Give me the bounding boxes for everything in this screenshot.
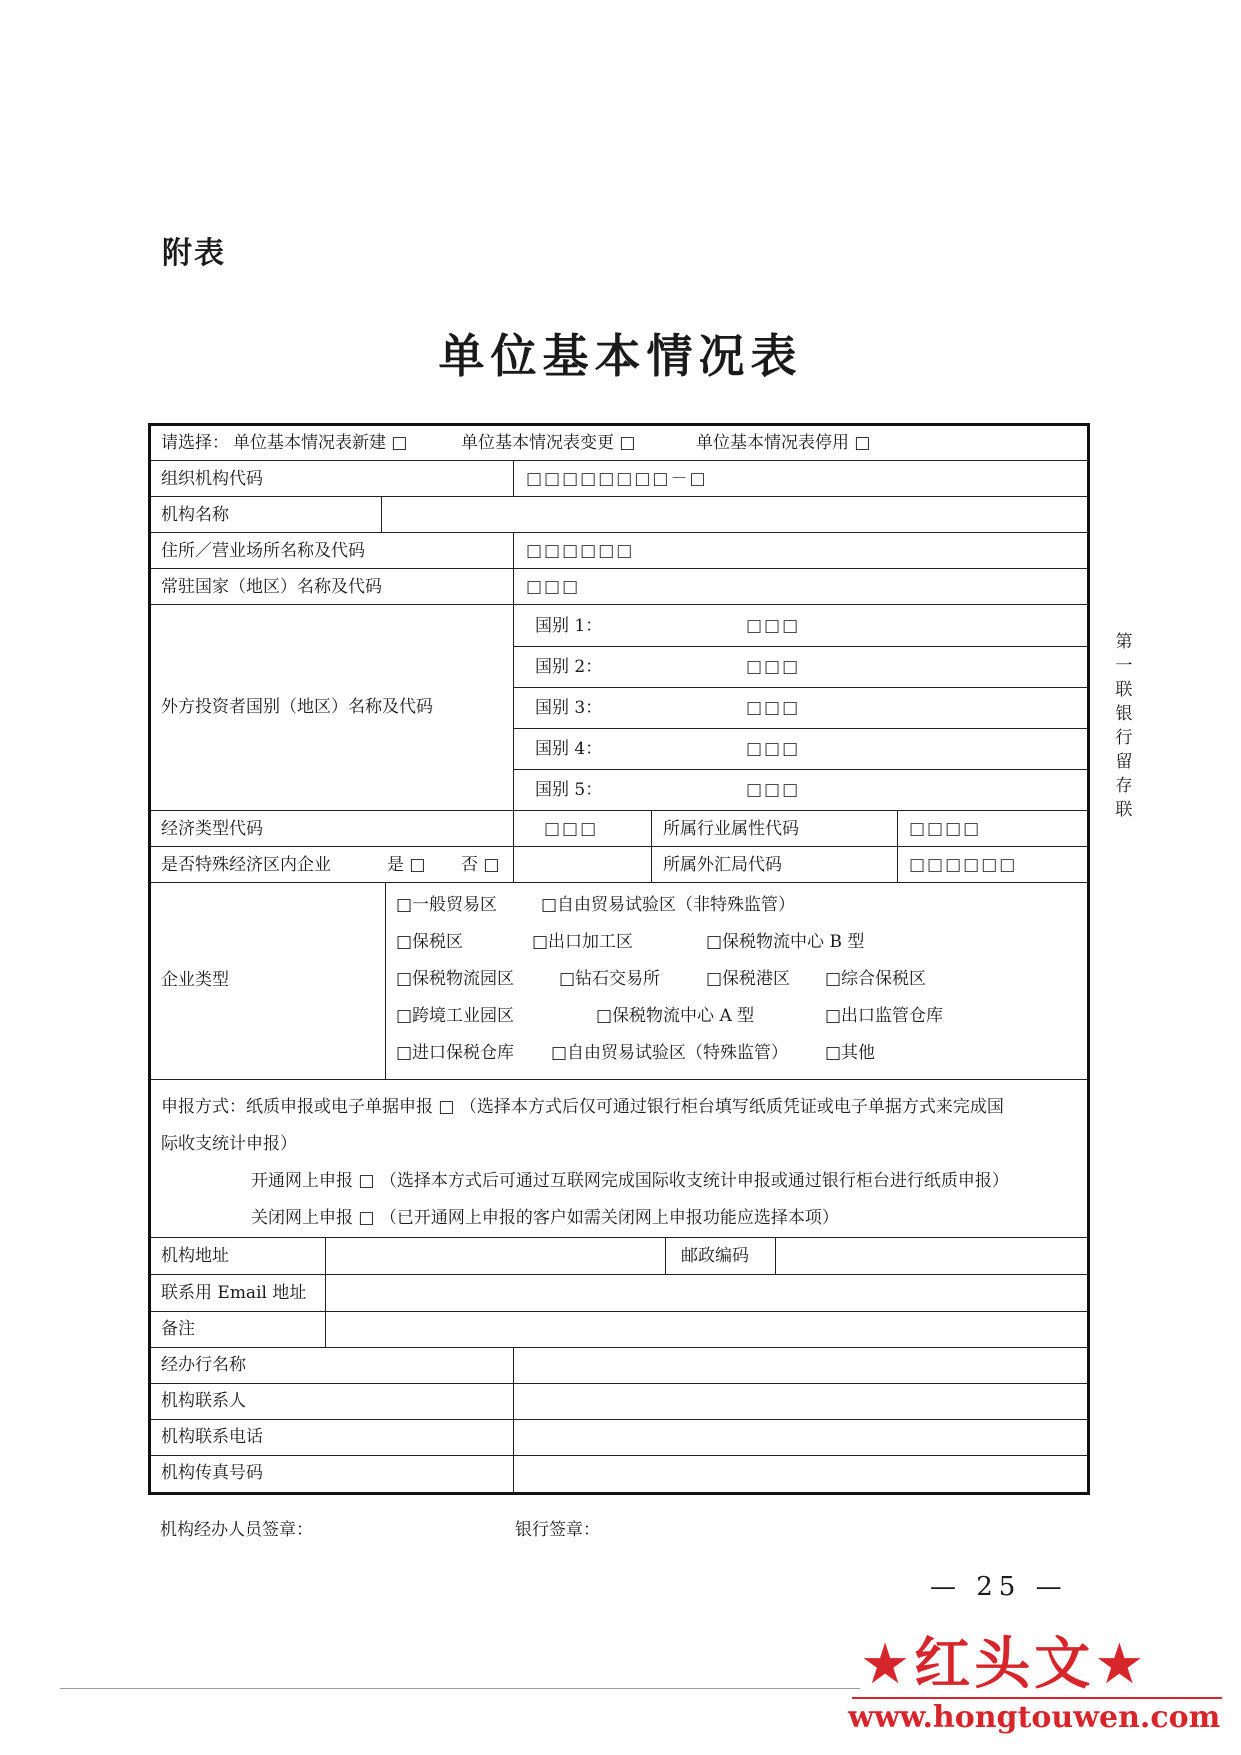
org-code-boxes[interactable]: □□□□□□□□－□ <box>526 469 708 489</box>
economic-type-boxes[interactable]: □□□ <box>544 819 599 839</box>
country-code-label: 常驻国家（地区）名称及代码 <box>161 577 382 597</box>
postal-code-label: 邮政编码 <box>681 1246 749 1266</box>
industry-code-boxes[interactable]: □□□□ <box>909 819 982 839</box>
option-bonded-logistics-a[interactable]: □保税物流中心 A 型 <box>596 1006 755 1026</box>
org-code-label: 组织机构代码 <box>161 469 263 489</box>
option-general-trade-zone[interactable]: □一般贸易区 <box>396 895 498 915</box>
fax-number-label: 机构传真号码 <box>161 1463 263 1483</box>
investor-country-2-boxes[interactable]: □□□ <box>746 657 801 677</box>
document-title: 单位基本情况表 <box>438 329 803 383</box>
org-name-label: 机构名称 <box>161 505 229 525</box>
investor-country-1-label: 国别 1： <box>535 616 603 636</box>
investor-country-3-boxes[interactable]: □□□ <box>746 698 801 718</box>
email-label: 联系用 Email 地址 <box>161 1283 307 1303</box>
option-bonded-zone[interactable]: □保税区 <box>396 932 464 952</box>
investor-country-5-boxes[interactable]: □□□ <box>746 780 801 800</box>
investor-country-1-boxes[interactable]: □□□ <box>746 616 801 636</box>
watermark-title: ★红头文★ <box>860 1632 1149 1697</box>
option-other[interactable]: □其他 <box>825 1043 876 1063</box>
remark-label: 备注 <box>161 1319 195 1339</box>
option-ftz-non-special[interactable]: □自由贸易试验区（非特殊监管） <box>541 895 796 915</box>
option-ftz-special[interactable]: □自由贸易试验区（特殊监管） <box>551 1043 789 1063</box>
address-code-boxes[interactable]: □□□□□□ <box>526 541 635 561</box>
watermark-divider <box>852 1697 1222 1699</box>
select-prefix: 请选择： <box>161 433 229 453</box>
option-import-bonded-warehouse[interactable]: □进口保税仓库 <box>396 1043 515 1063</box>
country-code-boxes[interactable]: □□□ <box>526 577 581 597</box>
staff-signature-label: 机构经办人员签章： <box>160 1520 313 1540</box>
investor-country-4-label: 国别 4： <box>535 739 603 759</box>
option-export-supervised-warehouse[interactable]: □出口监管仓库 <box>825 1006 944 1026</box>
enterprise-type-label: 企业类型 <box>161 970 229 990</box>
contact-person-label: 机构联系人 <box>161 1391 246 1411</box>
address-code-label: 住所／营业场所名称及代码 <box>161 541 365 561</box>
watermark-url: www.hongtouwen.com <box>848 1700 1221 1735</box>
contact-phone-label: 机构联系电话 <box>161 1427 263 1447</box>
option-bonded-logistics-b[interactable]: □保税物流中心 B 型 <box>706 932 865 952</box>
org-address-label: 机构地址 <box>161 1246 229 1266</box>
investor-country-5-label: 国别 5： <box>535 780 603 800</box>
investor-country-2-label: 国别 2： <box>535 657 603 677</box>
option-form-stop[interactable]: 单位基本情况表停用 □ <box>696 433 871 453</box>
attachment-label: 附表 <box>162 236 226 271</box>
option-bonded-logistics-park[interactable]: □保税物流园区 <box>396 969 515 989</box>
option-form-change[interactable]: 单位基本情况表变更 □ <box>461 433 636 453</box>
declaration-online-open[interactable]: 开通网上申报 □ （选择本方式后可通过互联网完成国际收支统计申报或通过银行柜台进行纸质申报） <box>251 1171 1009 1191</box>
industry-code-label: 所属行业属性代码 <box>663 819 799 839</box>
declaration-paper-continued: 际收支统计申报） <box>161 1134 297 1154</box>
declaration-online-close[interactable]: 关闭网上申报 □ （已开通网上申报的客户如需关闭网上申报功能应选择本项） <box>251 1208 839 1228</box>
investor-country-4-boxes[interactable]: □□□ <box>746 739 801 759</box>
bureau-code-boxes[interactable]: □□□□□□ <box>909 855 1018 875</box>
footer-divider <box>60 1688 860 1689</box>
special-zone-no[interactable]: 否 □ <box>461 855 500 875</box>
option-cross-border-industrial-park[interactable]: □跨境工业园区 <box>396 1006 515 1026</box>
bank-signature-label: 银行签章： <box>515 1520 600 1540</box>
option-form-new[interactable]: 单位基本情况表新建 □ <box>233 433 408 453</box>
option-diamond-exchange[interactable]: □钻石交易所 <box>559 969 661 989</box>
investor-country-3-label: 国别 3： <box>535 698 603 718</box>
copy-side-note: 第 一 联 银 行 留 存 联 <box>1115 632 1133 820</box>
option-comprehensive-bonded-zone[interactable]: □综合保税区 <box>825 969 927 989</box>
bank-name-label: 经办行名称 <box>161 1355 246 1375</box>
economic-type-label: 经济类型代码 <box>161 819 263 839</box>
special-zone-yes[interactable]: 是 □ <box>387 855 426 875</box>
foreign-investor-label: 外方投资者国别（地区）名称及代码 <box>161 697 433 717</box>
bureau-code-label: 所属外汇局代码 <box>663 855 782 875</box>
declaration-paper-option[interactable]: 申报方式：纸质申报或电子单据申报 □ （选择本方式后仅可通过银行柜台填写纸质凭证或电子单据方式来完成国 <box>161 1097 1004 1117</box>
option-bonded-port-zone[interactable]: □保税港区 <box>706 969 791 989</box>
basic-info-form <box>148 423 1090 1495</box>
option-export-processing-zone[interactable]: □出口加工区 <box>532 932 634 952</box>
special-zone-label: 是否特殊经济区内企业 <box>161 855 331 875</box>
page-number: — 25 — <box>930 1572 1068 1602</box>
